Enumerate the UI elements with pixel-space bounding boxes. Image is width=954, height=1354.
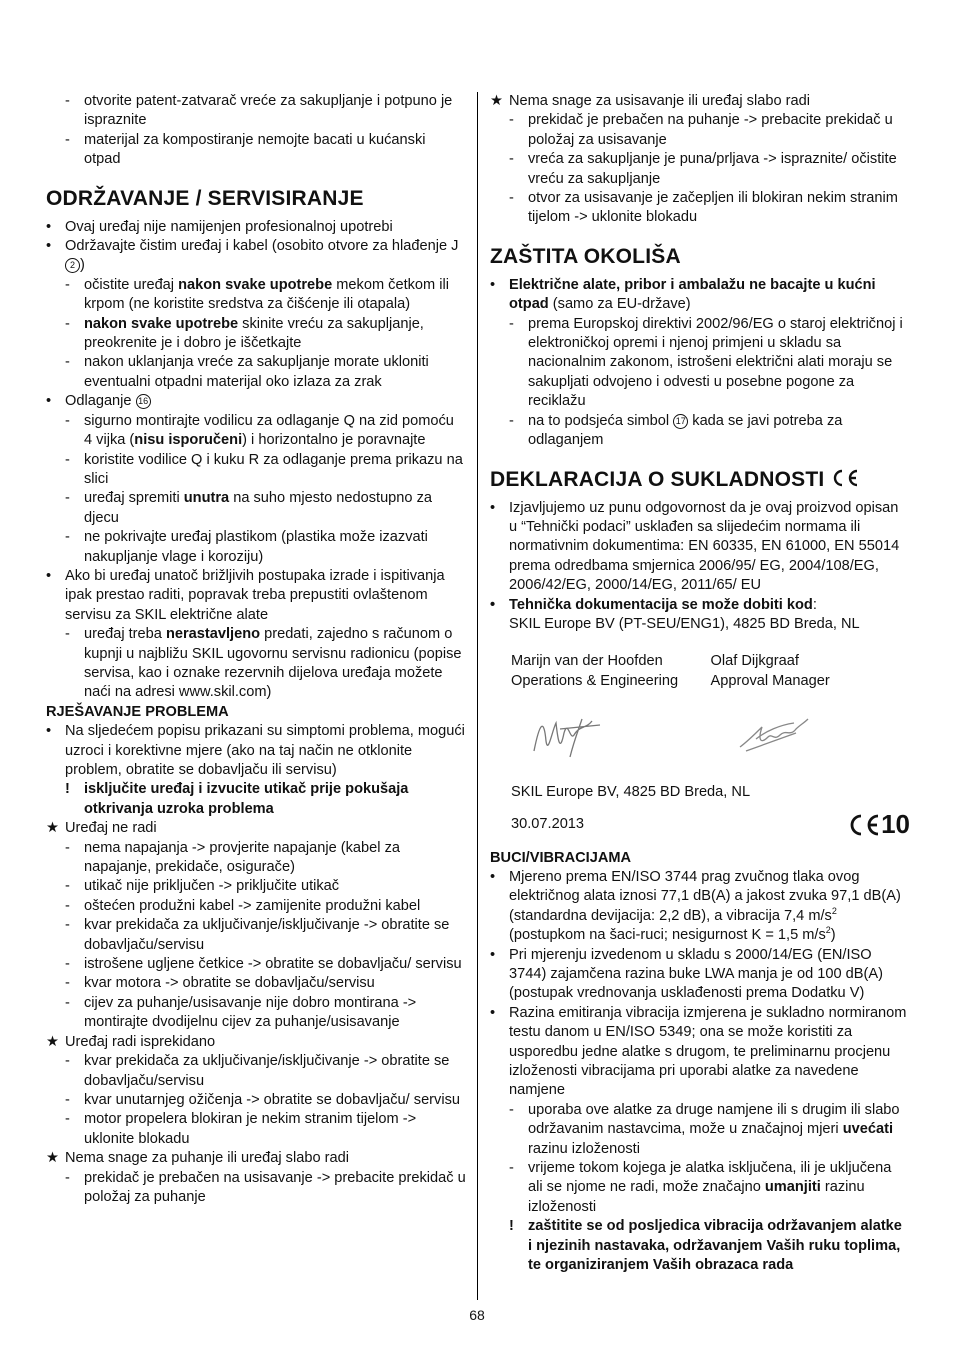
list-item: - utikač nije priključen -> priključite utikač xyxy=(65,878,340,895)
warning-item: ! zaštitite se od posljedica vibracija održavanjem alatke i njezinih nastavaka, održavanjem Vaših ruku toplima, te organiziranjem Vaših obrazaca rada xyxy=(509,1218,902,1274)
company-address: SKIL Europe BV, 4825 BD Breda, NL xyxy=(511,784,751,801)
list-item: - kvar prekidača za uključivanje/isključivanje -> obratite se dobavljaču/servisu xyxy=(65,1053,450,1089)
left-column xyxy=(46,92,466,1207)
section-title-environment: ZAŠTITA OKOLIŠA xyxy=(490,244,681,268)
list-item: - nakon svake upotrebe skinite vreću za sakupljanje, preokrenite je i dobro je iščetkajte xyxy=(65,315,424,352)
symptom: ★ Uređaj ne radi xyxy=(46,820,157,837)
list-item: - materijal za kompostiranje nemojte bacati u kućanski otpad xyxy=(65,131,426,168)
list-item: - sigurno montirajte vodilicu za odlaganje Q na zid pomoću 4 vijka (nisu isporučeni) i horizontalno je poravnajte xyxy=(65,412,454,449)
list-item: • Tehnička dokumentacija se može dobiti kod: SKIL Europe BV (PT-SEU/ENG1), 4825 BD Breda, NL xyxy=(490,596,860,632)
list-item: - nakon uklanjanja vreće za sakupljanje morate ukloniti eventualni otpadni materijal oko izlaza za zrak xyxy=(65,354,429,390)
list-item: • Na sljedećem popisu prikazani su simptomi problema, mogući uzroci i korektivne mjere (ako na taj način ne otklonite problem, obratite se dobavljaču ili servisu) xyxy=(46,723,465,778)
declaration-date: 30.07.2013 xyxy=(511,815,585,832)
right-column xyxy=(490,92,910,1276)
list-item: - uporaba ove alatke za druge namjene ili s drugim ili slabo održavanim nastavcima, može u značajnoj mjeri uvećati razinu izloženosti xyxy=(509,1101,900,1157)
subsection-title-troubleshooting: RJEŠAVANJE PROBLEMA xyxy=(46,703,229,720)
list-item: - oštećen produžni kabel -> zamijenite produžni kabel xyxy=(65,897,421,914)
list-item: • Izjavljujemo uz punu odgovornost da je ovaj proizvod opisan u “Tehnički podaci” usklađen sa slijedećim normama ili normativnim dokumentima: EN 60335, EN 61000, EN 55014 prema odredbama smjernica 2006/95/ EG, 2004/108/EG, 2006/42/EG, 2000/14/EG, 2011/65/ EU xyxy=(490,499,900,594)
list-item: - na to podsjeća simbol 17 kada se javi potreba za odlaganjem xyxy=(509,412,843,449)
list-item: - uređaj spremiti unutra na suho mjesto nedostupno za djecu xyxy=(65,490,433,526)
list-item: • Razina emitiranja vibracija izmjerena je sukladno normiranom testu danom u EN/ISO 5349; ona se može koristiti za usporedbu jedne alatke s drugom, te preliminarnu procjenu izloženosti vibracijama pri uporabi alatke za navedene namjene xyxy=(490,1004,907,1099)
figure-ref: 17 xyxy=(673,414,688,429)
list-item: • Ako bi uređaj unatoč brižljivih postupaka izrade i ispitivanja ipak prestao raditi, popravak treba prepustiti ovlaštenom servisu za SKIL električne alate xyxy=(46,567,445,623)
signatures xyxy=(530,711,910,761)
list-item: - vrijeme tokom kojega je alatka isključena, ili je uključena ali se njome ne radi, može značajno umanjiti razinu izloženosti xyxy=(509,1160,892,1215)
list-item: - prekidač je prebačen na usisavanje -> prebacite prekidač u položaj za puhanje xyxy=(65,1169,466,1205)
signatories xyxy=(511,652,910,691)
signature-image xyxy=(736,711,812,761)
list-item: - vreća za sakupljanje je puna/prljava -> ispraznite/ očistite vreću za sakupljanje xyxy=(509,151,897,187)
subsection-title-noise: BUCI/VIBRACIJAMA xyxy=(490,849,632,866)
section-title-declaration: DEKLARACIJA O SUKLADNOSTI xyxy=(490,467,910,493)
list-item: - kvar prekidača za uključivanje/isključivanje -> obratite se dobavljaču/servisu xyxy=(65,917,450,953)
signatory-name: Olaf Dijkgraaf xyxy=(710,653,799,670)
ce-mark-icon xyxy=(830,468,860,488)
ce-mark-icon xyxy=(847,813,881,837)
figure-ref: 16 xyxy=(136,394,151,409)
ce-year-mark: 10 xyxy=(847,813,910,837)
page-number: 68 xyxy=(469,1307,485,1323)
list-item: • Ovaj uređaj nije namijenjen profesionalnoj upotrebi xyxy=(46,218,393,235)
list-item: - otvorite patent-zatvarač vreće za sakupljanje i potpuno je ispraznite xyxy=(65,93,453,129)
symptom: ★ Nema snage za usisavanje ili uređaj slabo radi xyxy=(490,93,810,109)
list-item: • Odlaganje 16 xyxy=(46,392,466,411)
signature-image xyxy=(530,711,606,761)
column-divider xyxy=(477,92,478,1300)
figure-ref: 2 xyxy=(65,258,80,273)
symptom: ★ Uređaj radi isprekidano xyxy=(46,1033,216,1050)
list-item: - uređaj treba nerastavljeno predati, zajedno s računom o kupnji u najbližu SKIL ugovornu servisnu radionicu (popise servisa, kao i oznake rezervnih dijelova uređaja možete naći na adresi www.skil.com) xyxy=(65,626,462,701)
list-item: - kvar motora -> obratite se dobavljaču/servisu xyxy=(65,975,375,992)
list-item: - istrošene ugljene četkice -> obratite se dobavljaču/ servisu xyxy=(65,956,462,973)
section-title-maintenance: ODRŽAVANJE / SERVISIRANJE xyxy=(46,186,364,210)
list-item: • Održavajte čistim uređaj i kabel (osobito otvore za hlađenje J 2 ) xyxy=(46,238,459,274)
list-item: - prema Europskoj direktivi 2002/96/EG o staroj električnoj i elektroničkoj opremi i njenoj primjeni u skladu sa nacionalnim zakonom, istrošeni električni alati moraju se sakupljati odvojeno i odvesti u posebne pogone za reciklažu xyxy=(509,315,903,410)
list-item: • Pri mjerenju izvedenom u skladu s 2000/14/EG (EN/ISO 3744) zajamčena razina buke LWA manja je od 100 dB(A) (postupak vrednovanja usklađenosti prema Dodatku V) xyxy=(490,946,883,1002)
warning-item: ! isključite uređaj i izvucite utikač prije pokušaja otkrivanja uzroka problema xyxy=(65,781,409,817)
signatory-role: Operations & Engineering xyxy=(511,672,679,689)
signatory-name: Marijn van der Hoofden xyxy=(511,653,663,670)
list-item: - otvor za usisavanje je začepljen ili blokiran nekim stranim tijelom -> uklonite blokadu xyxy=(509,190,898,226)
list-item: - cijev za puhanje/usisavanje nije dobro montirana -> montirajte dvodijelnu cijev za puhanje/usisavanje xyxy=(65,994,417,1031)
list-item: - prekidač je prebačen na puhanje -> prebacite prekidač u položaj za usisavanje xyxy=(509,112,893,148)
list-item: - koristite vodilice Q i kuku R za odlaganje prema prikazu na slici xyxy=(65,451,463,487)
list-item: - očistite uređaj nakon svake upotrebe mekom četkom ili krpom (ne koristite sredstva za čišćenje ili otapala) xyxy=(65,276,449,313)
list-item: • Mjereno prema EN/ISO 3744 prag zvučnog tlaka ovog električnog alata iznosi 77,1 dB(A) a jakost zvuka 97,1 dB(A) (standardna devijacija: 2,2 dB), a vibracija 7,4 $m/s^2$ (postupkom na šaci-ruci; nesigurnost K = 1,5 $m/s^2$) xyxy=(490,868,901,944)
list-item: - nema napajanja -> provjerite napajanje (kabel za napajanje, prekidače, osigurače) xyxy=(65,839,400,876)
list-item: - motor propelera blokiran je nekim stranim tijelom -> uklonite blokadu xyxy=(65,1111,417,1147)
signatory-role: Approval Manager xyxy=(710,672,830,689)
list-item: - kvar unutarnjeg ožičenja -> obratite se dobavljaču/ servisu xyxy=(65,1091,460,1108)
list-item: - ne pokrivajte uređaj plastikom (plastika može izazvati nakupljanje vlage i koroziju) xyxy=(65,529,428,565)
symptom: ★ Nema snage za puhanje ili uređaj slabo radi xyxy=(46,1150,349,1167)
list-item: • Električne alate, pribor i ambalažu ne bacajte u kućni otpad (samo za EU-države) xyxy=(490,276,876,313)
